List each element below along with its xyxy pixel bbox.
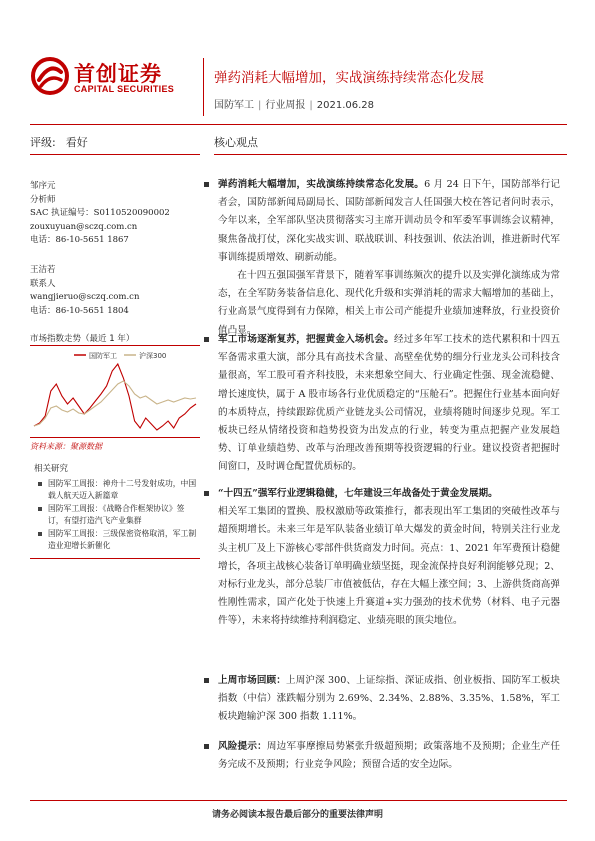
company-logo <box>30 56 195 100</box>
analyst-role: 分析师 <box>30 194 56 205</box>
analyst-phone: 电话：86-10-5651 1867 <box>30 235 129 245</box>
footer-rule <box>30 800 567 801</box>
rating-value: 看好 <box>65 136 88 149</box>
analyst-1 <box>30 180 170 248</box>
header-rule <box>30 124 567 125</box>
related-item[interactable]: 国防军工周报：《战略合作框架协议》签订，有望打造汽飞产业集群 <box>34 503 200 526</box>
core-views-heading: 核心观点 <box>214 136 258 149</box>
section-heading: 弹药消耗大幅增加，实战演练持续常态化发展。 <box>218 179 425 190</box>
section-heading: 风险提示： <box>218 741 267 752</box>
section-text: 上周沪深 300、上证综指、深证成指、创业板指、国防军工板块指数（中信）涨跌幅分别为 2.69%、2.34%、2.88%、3.35%、1.58%，军工板块跑输沪深 300 指数 1.11%。 <box>218 675 560 723</box>
section-text: 周边军事摩擦局势紧张升级超预期；政策落地不及预期；企业生产任务完成不及预期；行业竞争风险；预留合适的安全边际。 <box>218 741 561 771</box>
analyst-email[interactable]: wangjieruo@sczq.com.cn <box>30 292 140 302</box>
section-5 <box>218 738 560 774</box>
related-research-heading: 相关研究 <box>34 464 69 474</box>
market-index-chart <box>30 348 200 438</box>
rating-label: 评级: <box>30 136 56 149</box>
industry-label: 国防军工 <box>214 100 254 111</box>
chart-source: 资料来源：聚源数据 <box>30 442 102 451</box>
logo-cn-text: 首创证券 <box>74 62 162 86</box>
rating <box>30 134 88 150</box>
core-views-rule <box>214 154 567 155</box>
analyst-name: 邹序元 <box>30 181 56 191</box>
header-divider <box>203 58 204 116</box>
related-research-rule <box>30 558 200 559</box>
section-4 <box>218 672 560 727</box>
analyst-name: 王洁若 <box>30 265 56 275</box>
bullet-icon <box>204 337 209 342</box>
bullet-icon <box>204 744 209 749</box>
series-line-0 <box>34 364 196 430</box>
analyst-2 <box>30 264 139 318</box>
related-research-list <box>34 478 200 554</box>
report-date: 2021.06.28 <box>316 100 375 111</box>
analyst-phone: 电话：86-10-5651 1804 <box>30 305 129 316</box>
section-1 <box>218 176 560 340</box>
rating-rule <box>30 154 200 155</box>
section-text: 6 月 24 日下午，国防部举行记者会，国防部新闻局副局长、国防部新闻发言人任国强大校在答记者问时表示，今年以来，全军部队坚决贯彻落实习主席开训动员令和军委军事训练会议精神，聚焦备战打仗，深化实战实训、联战联训、科技强训、依法治训，推进新时代军事训练提质增效、刷新动能。 <box>218 179 560 263</box>
section-text: 经过多年军工技术的迭代累积和十四五军备需求重大演，部分具有高技术含量、高壁垒优势的细分行业龙头公司科技含量很高，军工股可看齐科技股，未来想象空间大、行业确定性强、现金流稳健、增长速度快，属于 A 股市场各行业优质稳定的“压舱石”。把握住行业基本面向好的本质特点，持续跟踪优质产业链龙头公司情况，业绩将随时间逐步兑现。军工板块已经从情绪投资和趋势投资为出发点的行业，转变为重点把握产业发展趋势、订单业绩趋势、改革与治理改善预期等投资逻辑的行业。建议投资者把握时间窗口，及时调仓配置优质标的。 <box>218 334 561 473</box>
report-meta: 国防军工 | 行业周报 | 2021.06.28 <box>214 100 375 111</box>
related-item[interactable]: 国防军工周报：三级保密资格取消，军工制造业迎增长新催化 <box>34 528 200 551</box>
legal-disclaimer[interactable]: 请务必阅读本报告最后部分的重要法律声明 <box>211 810 383 820</box>
chart-rule-top <box>30 345 200 346</box>
logo-en-text: CAPITAL SECURITIES <box>74 84 175 94</box>
section-heading: 军工市场逐渐复苏，把握黄金入场机会。 <box>218 334 394 345</box>
bullet-icon <box>204 182 209 187</box>
section-text-2: 在十四五强国强军背景下，随着军事训练频次的提升以及实弹化演练成为常态，在全军防务装备信息化、现代化升级和实弹消耗的需求大幅增加的基础上，行业高景气度得到有力保障，相关上市公司产能提升业绩加速释放，行业投资价值凸显。 <box>218 270 560 336</box>
legend-label: 沪深300 <box>139 352 167 360</box>
legend-label: 国防军工 <box>89 352 117 360</box>
section-2 <box>218 331 560 477</box>
analyst-license: SAC 执证编号：S0110520090002 <box>30 208 170 218</box>
logo-mark-icon <box>30 56 70 96</box>
chart-svg <box>30 348 200 436</box>
bullet-icon <box>204 678 209 683</box>
report-type-label: 行业周报 <box>265 100 306 111</box>
chart-rule-bottom <box>30 437 200 438</box>
section-heading: “十四五”强军行业逻辑稳健，七年建设三年战备处于黄金发展期。 <box>218 488 498 499</box>
related-item[interactable]: 国防军工周报：神舟十二号发射成功，中国载人航天迈入新篇章 <box>34 478 200 501</box>
section-text: 相关军工集团的置换、股权激励等政策推行，都表现出军工集团的突破性改革与超预期增长。未来三年是军队装备业绩订单大爆发的黄金时间，特别关注行业龙头主机厂及上下游核心零部件供货商发力时间。亮点：1、2021 年军费预计稳健增长，各项主战核心装备订单明确业绩坚挺，现金流保持良好利润能够兑现；2、对标行业龙头，部分总装厂市值被低估，存在大幅上涨空间；3、上游供货商高弹性刚性需求，国产化处于快速上升赛道+实力强劲的技术优势（材料、电子元器件等），未来将持续维持利润稳定、业绩亮眼的顶尖地位。 <box>218 506 560 627</box>
analyst-role: 联系人 <box>30 278 56 289</box>
section-3 <box>218 485 560 631</box>
analyst-email[interactable]: zouxuyuan@sczq.com.cn <box>30 221 138 232</box>
chart-title: 市场指数走势（最近 1 年） <box>30 334 135 344</box>
bullet-icon <box>204 491 209 496</box>
report-title: 弹药消耗大幅增加，实战演练持续常态化发展 <box>214 70 484 86</box>
section-heading: 上周市场回顾： <box>218 675 286 686</box>
